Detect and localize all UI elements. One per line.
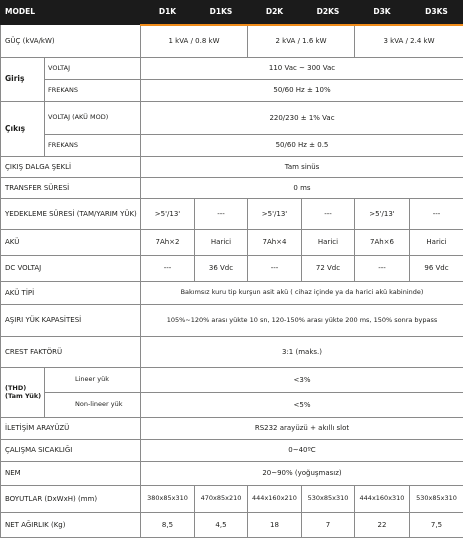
backup-value: >5'/13' xyxy=(355,199,410,230)
weight-value: 7 xyxy=(302,513,355,538)
thd-nonlinear-value: <5% xyxy=(141,393,463,418)
dimensions-row xyxy=(1,486,463,513)
dc-voltage-value: --- xyxy=(141,256,195,282)
comm-value: RS232 arayüzü + akıllı slot xyxy=(141,418,463,440)
output-voltage-row xyxy=(1,102,463,135)
dc-voltage-value: 96 Vdc xyxy=(410,256,463,282)
crest-row xyxy=(1,337,463,368)
output-frequency-value: 50/60 Hz ± 0.5 xyxy=(141,135,463,157)
dimensions-value: 530x85x310 xyxy=(410,486,463,513)
battery-value: 7Ah×6 xyxy=(355,230,410,256)
weight-value: 22 xyxy=(355,513,410,538)
transfer-label: TRANSFER SÜRESİ xyxy=(1,178,141,199)
humidity-row xyxy=(1,462,463,486)
backup-row xyxy=(1,199,463,230)
waveform-label: ÇIKIŞ DALGA ŞEKLİ xyxy=(1,157,141,178)
weight-value: 8,5 xyxy=(141,513,195,538)
power-value-1k: 1 kVA / 0.8 kW xyxy=(141,25,248,58)
output-group-label: Çıkış xyxy=(1,102,45,157)
dc-voltage-row xyxy=(1,256,463,282)
input-voltage-label: VOLTAJ xyxy=(45,58,141,80)
battery-value: 7Ah×2 xyxy=(141,230,195,256)
thd-linear-value: <3% xyxy=(141,368,463,393)
input-voltage-row xyxy=(1,58,463,80)
battery-value: Harici xyxy=(410,230,463,256)
weight-label: NET AĞIRLIK (Kg) xyxy=(1,513,141,538)
transfer-row xyxy=(1,178,463,199)
dc-voltage-value: 36 Vdc xyxy=(195,256,248,282)
dimensions-value: 470x85x210 xyxy=(195,486,248,513)
thd-group-label: (THD) (Tam Yük) xyxy=(1,368,45,418)
dc-voltage-value: --- xyxy=(248,256,302,282)
dc-voltage-value: --- xyxy=(355,256,410,282)
temp-row xyxy=(1,440,463,462)
model-d2ks: D2KS xyxy=(302,1,355,25)
backup-value: --- xyxy=(410,199,463,230)
overload-label: AŞIRI YÜK KAPASİTESİ xyxy=(1,305,141,337)
thd-nonlinear-label: Non-lineer yük xyxy=(45,393,141,418)
dc-voltage-label: DC VOLTAJ xyxy=(1,256,141,282)
battery-type-value: Bakımsız kuru tip kurşun asit akü ( cihaz içinde ya da harici akü kabininde) xyxy=(141,282,463,305)
comm-row xyxy=(1,418,463,440)
temp-value: 0~40ºC xyxy=(141,440,463,462)
dimensions-value: 444x160x210 xyxy=(248,486,302,513)
output-voltage-label: VOLTAJ (AKÜ MOD) xyxy=(45,102,141,135)
output-frequency-row xyxy=(1,135,463,157)
input-frequency-row xyxy=(1,80,463,102)
weight-value: 18 xyxy=(248,513,302,538)
thd-nonlinear-row xyxy=(1,393,463,418)
humidity-value: 20~90% (yoğuşmasız) xyxy=(141,462,463,486)
battery-value: Harici xyxy=(195,230,248,256)
backup-value: >5'/13' xyxy=(141,199,195,230)
input-frequency-value: 50/60 Hz ± 10% xyxy=(141,80,463,102)
battery-type-label: AKÜ TİPİ xyxy=(1,282,141,305)
thd-linear-label: Lineer yük xyxy=(45,368,141,393)
output-frequency-label: FREKANS xyxy=(45,135,141,157)
dimensions-value: 444x160x310 xyxy=(355,486,410,513)
dimensions-label: BOYUTLAR (DxWxH) (mm) xyxy=(1,486,141,513)
weight-row xyxy=(1,513,463,538)
input-group-label: Giriş xyxy=(1,58,45,102)
header-row xyxy=(1,1,463,25)
temp-label: ÇALIŞMA SICAKLIĞI xyxy=(1,440,141,462)
power-value-2k: 2 kVA / 1.6 kW xyxy=(248,25,355,58)
backup-value: --- xyxy=(302,199,355,230)
model-d3ks: D3KS xyxy=(410,1,463,25)
overload-value: 105%~120% arası yükte 10 sn, 120-150% arası yükte 200 ms, 150% sonra bypass xyxy=(141,305,463,337)
dc-voltage-value: 72 Vdc xyxy=(302,256,355,282)
waveform-row xyxy=(1,157,463,178)
battery-value: 7Ah×4 xyxy=(248,230,302,256)
model-d1k: D1K xyxy=(141,1,195,25)
humidity-label: NEM xyxy=(1,462,141,486)
weight-value: 7,5 xyxy=(410,513,463,538)
overload-row xyxy=(1,305,463,337)
battery-value: Harici xyxy=(302,230,355,256)
dimensions-value: 530x85x310 xyxy=(302,486,355,513)
thd-linear-row xyxy=(1,368,463,393)
battery-row xyxy=(1,230,463,256)
output-voltage-value: 220/230 ± 1% Vac xyxy=(141,102,463,135)
input-frequency-label: FREKANS xyxy=(45,80,141,102)
input-voltage-value: 110 Vac ~ 300 Vac xyxy=(141,58,463,80)
crest-value: 3:1 (maks.) xyxy=(141,337,463,368)
model-d3k: D3K xyxy=(355,1,410,25)
backup-value: --- xyxy=(195,199,248,230)
model-header: MODEL xyxy=(1,1,141,25)
model-d2k: D2K xyxy=(248,1,302,25)
backup-value: >5'/13' xyxy=(248,199,302,230)
transfer-value: 0 ms xyxy=(141,178,463,199)
crest-label: CREST FAKTÖRÜ xyxy=(1,337,141,368)
weight-value: 4,5 xyxy=(195,513,248,538)
comm-label: İLETİŞİM ARAYÜZÜ xyxy=(1,418,141,440)
power-row xyxy=(1,25,463,58)
dimensions-value: 380x85x310 xyxy=(141,486,195,513)
backup-label: YEDEKLEME SÜRESİ (TAM/YARIM YÜK) xyxy=(1,199,141,230)
battery-label: AKÜ xyxy=(1,230,141,256)
model-d1ks: D1KS xyxy=(195,1,248,25)
power-value-3k: 3 kVA / 2.4 kW xyxy=(355,25,463,58)
waveform-value: Tam sinüs xyxy=(141,157,463,178)
power-label: GÜÇ (kVA/kW) xyxy=(1,25,141,58)
battery-type-row xyxy=(1,282,463,305)
